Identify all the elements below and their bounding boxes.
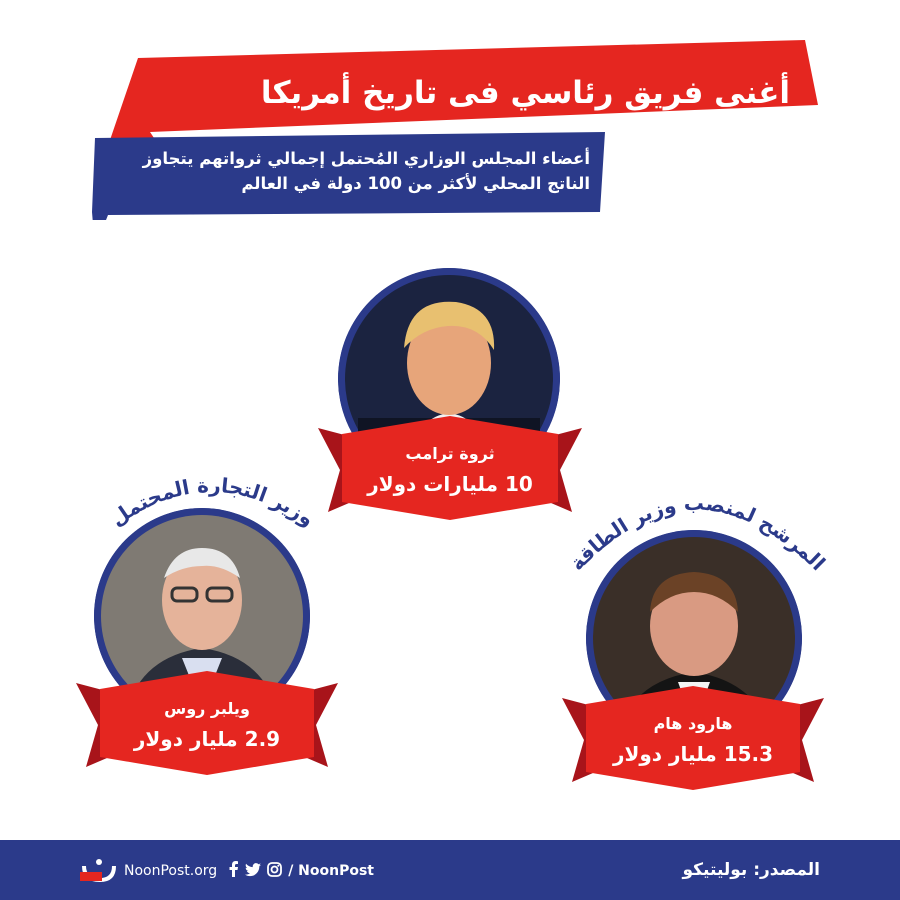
instagram-icon[interactable] (267, 862, 282, 881)
social-links (124, 861, 374, 881)
page-subtitle (120, 146, 590, 196)
ribbon-ross (76, 675, 338, 775)
noonpost-logo (80, 858, 120, 888)
site-url[interactable]: NoonPost.org (124, 863, 218, 879)
ribbon-hamm (562, 690, 824, 790)
trump-name: ثروة ترامب (405, 444, 495, 463)
page-title: أغنى فريق رئاسي فى تاريخ أمريكا (260, 75, 790, 111)
role-hamm: المرشح لمنصب وزير الطاقة (564, 490, 830, 576)
ribbon-trump (318, 420, 582, 520)
subtitle-line-1: أعضاء المجلس الوزاري المُحتمل إجمالي ثرواتهم يتجاوز (142, 149, 590, 168)
hamm-wealth: 15.3 مليار دولار (612, 742, 774, 766)
hamm-name: هارود هام (653, 714, 733, 733)
subtitle-line-2: الناتج المحلي لأكثر من 100 دولة في العالم (241, 174, 590, 193)
source-credit: المصدر: بوليتيكو (682, 860, 820, 880)
ross-name: ويلبر روس (164, 699, 250, 718)
twitter-icon[interactable] (245, 862, 261, 881)
social-handle[interactable]: / NoonPost (288, 863, 374, 879)
role-ross: وزير التجارة المحتمل (105, 472, 319, 532)
footer (0, 840, 900, 900)
ross-wealth: 2.9 مليار دولار (133, 727, 281, 751)
facebook-icon[interactable] (229, 861, 239, 881)
trump-wealth: 10 مليارات دولار (367, 472, 533, 496)
